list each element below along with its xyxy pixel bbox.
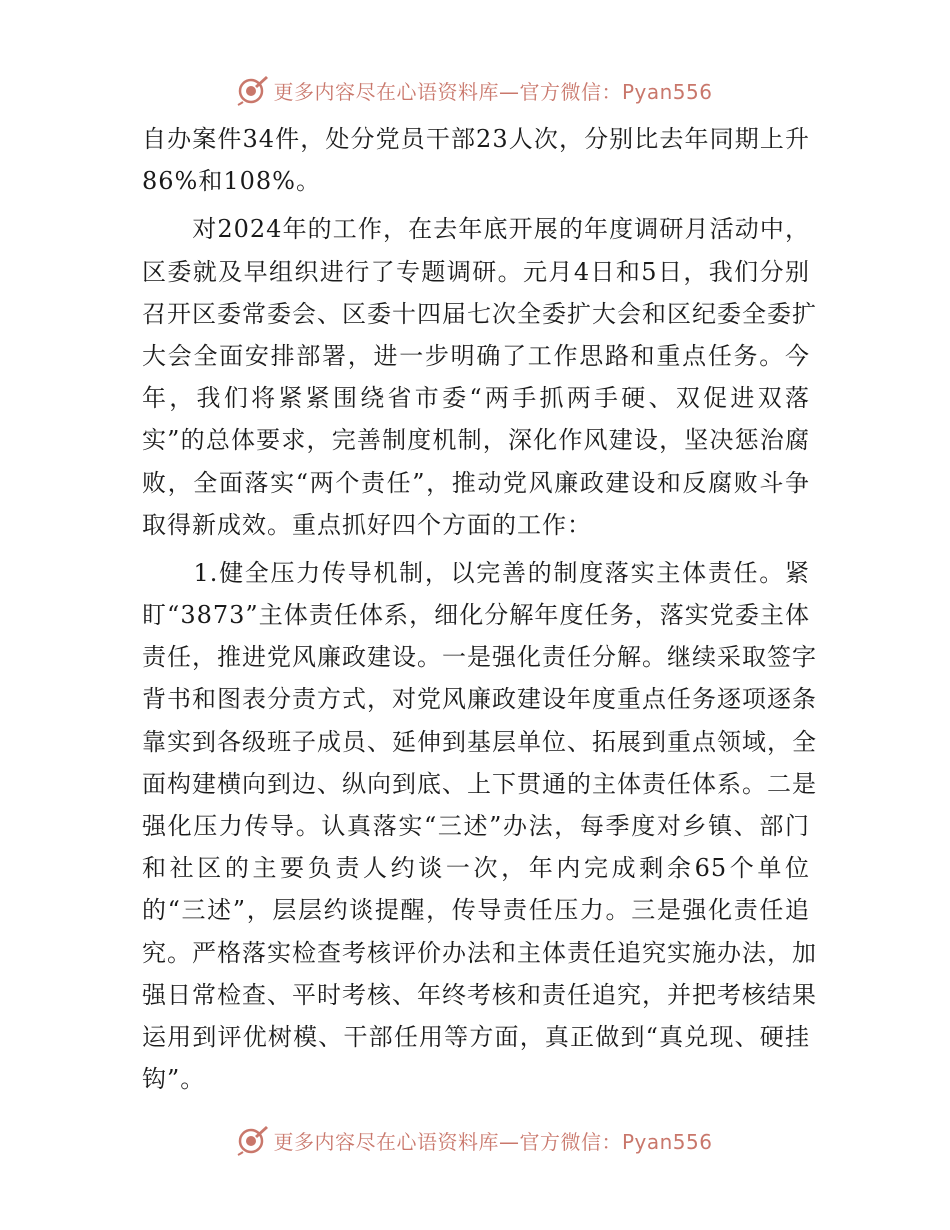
text-line: 大会全面安排部署，进一步明确了工作思路和重点任务。今 [142, 341, 810, 370]
text-line: 实”的总体要求，完善制度机制，深化作风建设，坚决惩治腐 [142, 426, 810, 455]
text-line: 靠实到各级班子成员、延伸到基层单位、拓展到重点领域，全 [142, 727, 817, 756]
text-line: 86%和108%。 [142, 167, 321, 196]
header-banner-text: 更多内容尽在心语资料库—官方微信：Pyan556 [273, 79, 713, 104]
header-banner [0, 70, 950, 110]
text-line: 面构建横向到边、纵向到底、上下贯通的主体责任体系。二是 [142, 769, 817, 798]
pen-logo-icon [237, 1124, 269, 1156]
text-line: 责任，推进党风廉政建设。一是强化责任分解。继续采取签字 [142, 643, 817, 672]
text-line: 召开区委常委会、区委十四届七次全委扩大会和区纪委全委扩 [142, 299, 817, 328]
footer-banner-text: 更多内容尽在心语资料库—官方微信：Pyan556 [273, 1129, 713, 1154]
text-line: 区委就及早组织进行了专题调研。元月4日和5日，我们分别 [142, 257, 810, 286]
text-line: 1.健全压力传导机制，以完善的制度落实主体责任。紧 [142, 558, 810, 587]
document-body [142, 118, 817, 1100]
text-line: 自办案件34件，处分党员干部23人次，分别比去年同期上升 [142, 125, 810, 153]
text-line: 强日常检查、平时考核、年终考核和责任追究，并把考核结果 [142, 980, 817, 1009]
text-line: 取得新成效。重点抓好四个方面的工作： [142, 510, 592, 539]
text-line: 运用到评优树模、干部任用等方面，真正做到“真兑现、硬挂 [142, 1022, 810, 1051]
text-line: 和社区的主要负责人约谈一次，年内完成剩余65个单位 [142, 854, 810, 883]
paragraph [142, 118, 810, 202]
footer-banner [0, 1120, 950, 1160]
text-line: 的“三述”，层层约谈提醒，传导责任压力。三是强化责任追 [142, 896, 810, 925]
paragraph [142, 208, 817, 546]
text-line: 究。严格落实检查考核评价办法和主体责任追究实施办法，加 [142, 938, 817, 967]
text-line: 钩”。 [142, 1065, 206, 1094]
text-line: 背书和图表分责方式，对党风廉政建设年度重点任务逐项逐条 [142, 685, 817, 714]
paragraph [142, 552, 817, 1100]
text-line: 对2024年的工作，在去年底开展的年度调研月活动中， [142, 215, 810, 244]
text-line: 年，我们将紧紧围绕省市委“两手抓两手硬、双促进双落 [142, 384, 810, 413]
text-line: 盯“3873”主体责任体系，细化分解年度任务，落实党委主体 [142, 601, 810, 630]
pen-logo-icon [237, 74, 269, 106]
text-line: 强化压力传导。认真落实“三述”办法，每季度对乡镇、部门 [142, 812, 810, 840]
text-line: 败，全面落实“两个责任”，推动党风廉政建设和反腐败斗争 [142, 468, 810, 497]
